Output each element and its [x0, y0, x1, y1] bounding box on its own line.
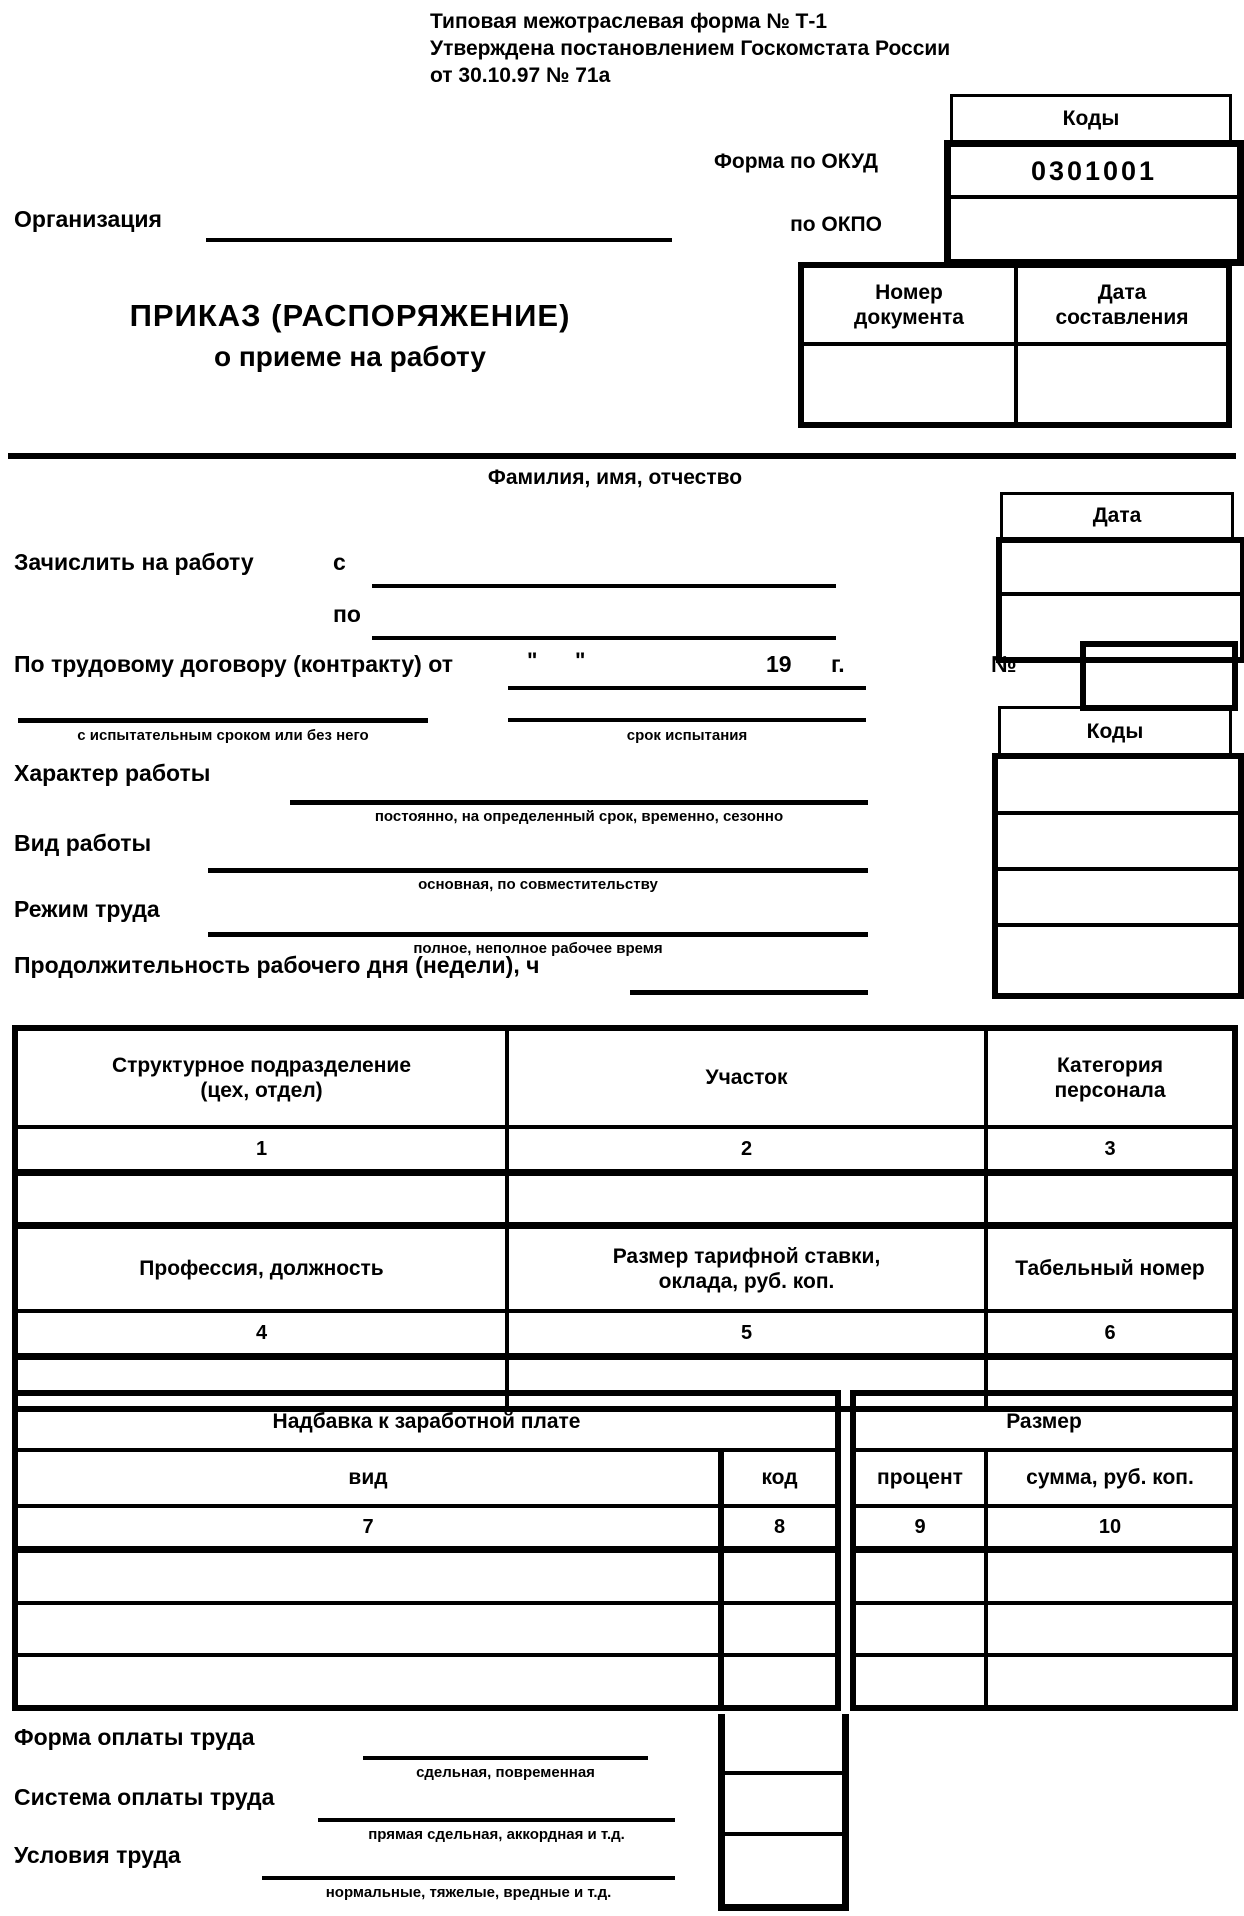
form-title: ПРИКАЗ (РАСПОРЯЖЕНИЕ): [129, 298, 571, 333]
table1-colnum-3: 3: [986, 1127, 1235, 1173]
code-strip-cell-3: [725, 1836, 842, 1893]
pay-form-line: [363, 1756, 648, 1760]
table1-header-section: Участок: [507, 1028, 986, 1127]
table1-cell-section: [507, 1173, 986, 1226]
work-nature-caption: постоянно, на определенный срок, временно, сезонно: [374, 808, 784, 825]
allowance-colnum-8: 8: [721, 1506, 838, 1550]
enroll-from-line: [372, 584, 836, 588]
allowance-cell-kind-3: [15, 1655, 721, 1708]
allowance-colnum-7: 7: [15, 1506, 721, 1550]
code-strip-cell-1: [725, 1714, 842, 1775]
approval-line-2: Утверждена постановлением Госкомстата России: [430, 37, 951, 60]
work-mode-caption: полное, неполное рабочее время: [413, 940, 663, 957]
work-kind-label: Вид работы: [14, 830, 152, 856]
allowance-cell-code-3: [721, 1655, 838, 1708]
okud-form-label: Форма по ОКУД: [713, 150, 878, 173]
date-box-header: [1000, 492, 1234, 540]
enroll-label: Зачислить на работу: [14, 549, 254, 575]
contract-open-quote: ": [527, 648, 538, 673]
codes-side-label: Коды: [1086, 720, 1144, 743]
allowance-cell-percent-3: [853, 1655, 986, 1708]
approval-text: [430, 8, 950, 89]
table1-cell-category: [986, 1173, 1235, 1226]
allowance-cell-percent-2: [853, 1603, 986, 1655]
contract-date-line: [508, 686, 866, 690]
codes-side-cell-3: [998, 871, 1238, 927]
contract-year: 19: [766, 651, 792, 677]
codes-header-label: Коды: [1062, 107, 1120, 130]
work-kind-line: [208, 868, 868, 873]
allowance-cell-kind-2: [15, 1603, 721, 1655]
trial-right-caption: срок испытания: [626, 727, 748, 744]
pay-system-caption: прямая сдельная, аккордная и т.д.: [368, 1826, 625, 1843]
enroll-to-label: по: [333, 601, 361, 627]
organization-write-line: [206, 238, 672, 242]
work-day-line: [630, 990, 868, 995]
date-from-cell: [1002, 543, 1240, 596]
allowance-cell-code-2: [721, 1603, 838, 1655]
allowance-cell-sum-2: [986, 1603, 1235, 1655]
codes-side-cell-4: [998, 927, 1238, 979]
table1-colnum-2: 2: [507, 1127, 986, 1173]
okud-code-box: [944, 140, 1244, 266]
table1-header-category: Категория персонала: [986, 1028, 1235, 1127]
pay-system-line: [318, 1818, 675, 1822]
pay-system-label: Система оплаты труда: [14, 1784, 275, 1810]
allowance-header-code: код: [721, 1450, 838, 1506]
pay-form-label: Форма оплаты труда: [14, 1724, 255, 1750]
allowance-cell-kind-1: [15, 1550, 721, 1604]
work-nature-label: Характер работы: [14, 760, 211, 786]
table1-colnum-6: 6: [986, 1311, 1235, 1357]
codes-header-box: [950, 94, 1232, 144]
okud-code-value: 0301001: [951, 147, 1237, 199]
allowance-table-left: [12, 1390, 841, 1711]
allowance-group-header: Надбавка к заработной плате: [15, 1393, 838, 1450]
allowance-cell-percent-1: [853, 1550, 986, 1604]
codes-side-box: [992, 753, 1244, 999]
doc-number-table: [798, 262, 1232, 428]
form-subtitle: о приеме на работу: [213, 341, 486, 372]
codes-side-cell-1: [998, 759, 1238, 815]
date-box-label: Дата: [1092, 504, 1142, 527]
fio-caption: Фамилия, имя, отчество: [487, 466, 743, 489]
okpo-label: по ОКПО: [790, 213, 882, 236]
allowance-colnum-9: 9: [853, 1506, 986, 1550]
table1-header-rate: Размер тарифной ставки, оклада, руб. коп.: [507, 1226, 986, 1312]
table1-colnum-5: 5: [507, 1311, 986, 1357]
pay-form-caption: сдельная, повременная: [416, 1764, 595, 1781]
contract-number-sign: №: [991, 651, 1017, 677]
allowance-table-right: [850, 1390, 1238, 1711]
table1-colnum-4: 4: [15, 1311, 507, 1357]
doc-date-header: Дата составления: [1016, 265, 1229, 344]
work-conditions-label: Условия труда: [14, 1842, 181, 1868]
table1-header-profession: Профессия, должность: [15, 1226, 507, 1312]
table1-header-structure: Структурное подразделение (цех, отдел): [15, 1028, 507, 1127]
trial-left-caption: с испытательным сроком или без него: [77, 727, 369, 744]
trial-right-line: [508, 718, 866, 722]
codes-side-cell-2: [998, 815, 1238, 871]
doc-date-cell: [1016, 344, 1229, 425]
trial-left-line: [18, 718, 428, 723]
contract-close-quote: ": [575, 648, 586, 673]
table1-colnum-1: 1: [15, 1127, 507, 1173]
table1-header-personnel-number: Табельный номер: [986, 1226, 1235, 1312]
work-conditions-caption: нормальные, тяжелые, вредные и т.д.: [325, 1884, 612, 1901]
allowance-cell-sum-3: [986, 1655, 1235, 1708]
doc-number-header: Номер документа: [801, 265, 1016, 344]
allowance-header-sum: сумма, руб. коп.: [986, 1450, 1235, 1506]
work-conditions-line: [262, 1876, 675, 1880]
code-strip-cell-2: [725, 1775, 842, 1836]
code-column-strip: [718, 1714, 849, 1911]
separator-rule: [8, 453, 1236, 459]
work-day-label: Продолжительность рабочего дня (недели), ч: [14, 952, 540, 978]
allowance-cell-sum-1: [986, 1550, 1235, 1604]
approval-line-1: Типовая межотраслевая форма № Т-1: [430, 10, 828, 33]
allowance-header-kind: вид: [15, 1450, 721, 1506]
codes-side-header: [998, 706, 1232, 758]
allowance-cell-code-1: [721, 1550, 838, 1604]
organization-label: Организация: [14, 206, 162, 232]
main-table: [12, 1025, 1238, 1412]
size-group-header: Размер: [853, 1393, 1235, 1450]
contract-year-suffix: г.: [831, 651, 845, 677]
form-title-block: [55, 298, 645, 373]
allowance-colnum-10: 10: [986, 1506, 1235, 1550]
work-nature-line: [290, 800, 868, 805]
contract-label: По трудовому договору (контракту) от: [14, 651, 453, 677]
work-mode-line: [208, 932, 868, 937]
allowance-header-percent: процент: [853, 1450, 986, 1506]
work-kind-caption: основная, по совместительству: [418, 876, 658, 893]
table1-cell-structure: [15, 1173, 507, 1226]
enroll-from-label: с: [333, 549, 346, 575]
doc-number-cell: [801, 344, 1016, 425]
approval-line-3: от 30.10.97 № 71а: [430, 64, 611, 87]
work-mode-label: Режим труда: [14, 896, 160, 922]
enroll-to-line: [372, 636, 836, 640]
contract-number-box: [1080, 641, 1238, 711]
